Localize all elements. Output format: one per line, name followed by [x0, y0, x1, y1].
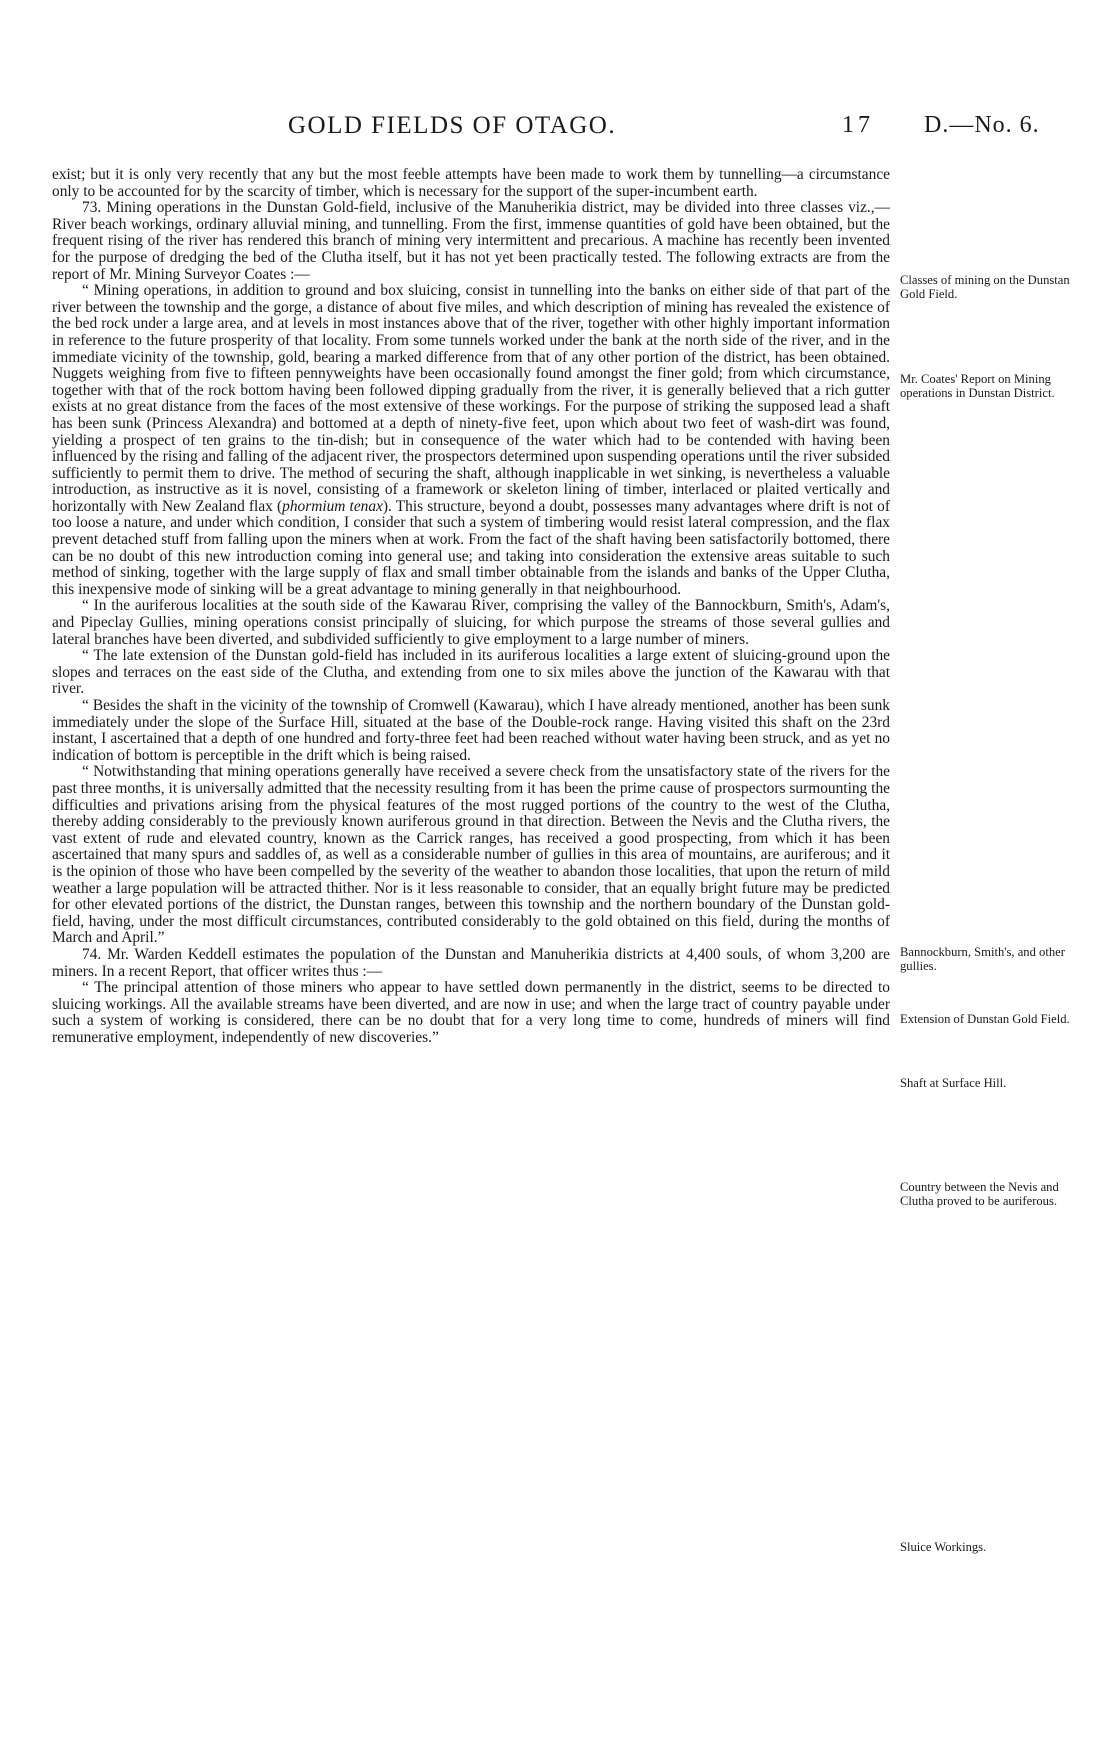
margin-note-country: Country between the Nevis and Clutha proved to be auriferous. — [900, 1180, 1059, 1208]
margin-note-classes: Classes of mining on the Dunstan Gold Field. — [900, 273, 1070, 301]
paragraph-surface-hill: “ Besides the shaft in the vicinity of the township of Cromwell (Kawarau), which I have already mentioned, another has been sunk immediately under the slope of the Surface Hill, situated at the base of the Double-rock range. Having visited this shaft on the 23rd instant, I ascertained that a depth of one hundred and forty-three feet had been reached without water having been struck, and as yet no indication of bottom is perceptible in the drift which is being raised. — [52, 697, 890, 764]
margin-note-surface-hill: Shaft at Surface Hill. — [900, 1076, 1007, 1090]
paragraph-kawarau-south: “ In the auriferous localities at the south side of the Kawarau River, comprising the valley of the Bannockburn, Smith's, Adam's, and Pipeclay Gullies, mining operations consist principally of sluicing, for which purpose the streams of those several gullies and lateral branches have been diverted, and subdivided sufficiently to give employment to a large number of miners. — [52, 597, 890, 648]
paragraph-73: 73. Mining operations in the Dunstan Gold-field, inclusive of the Manuherikia district, may be divided into three classes viz.,—River beach workings, ordinary alluvial mining, and tunnelling. From the first, immense quantities of gold have been obtained, but the frequent rising of the river has rendered this branch of mining very intermittent and precarious. A machine has recently been invented for the purpose of dredging the bed of the Clutha itself, but it has not yet been practically tested. The following extracts are from the report of Mr. Mining Surveyor Coates :— — [52, 199, 890, 283]
paragraph-sluice-workings: “ The principal attention of those miners who appear to have settled down permanently in the district, seems to be directed to sluicing workings. All the available streams have been diverted, and are now in use; and when the large tract of country payable under such a system of working is considered, there can be no doubt that for a very long time to come, hundreds of miners will find remunerative employment, independently of new discoveries.” — [52, 979, 890, 1046]
margin-note-extension: Extension of Dunstan Gold Field. — [900, 1012, 1070, 1026]
running-title: GOLD FIELDS OF OTAGO. — [288, 112, 617, 139]
paragraph-nevis-clutha: “ Notwithstanding that mining operations generally have received a severe check from the unsatisfactory state of the rivers for the past three months, it is universally admitted that the necessity resulting from it has been the prime cause of prospectors surmounting the difficulties and privations arising from the physical features of the most rugged portions of the country to the west of the Clutha, thereby adding considerably to the previously known auriferous ground in that direction. Between the Nevis and the Clutha rivers, the vast extent of rude and elevated country, known as the Carrick ranges, has received a good prospecting, from which it has been ascertained that many spurs and saddles of, as well as a considerable number of gullies in this area of mountains, are auriferous; and it is the opinion of those who have been compelled by the severity of the weather to abandon those localities, that upon the return of mild weather a large population will be attracted thither. Nor is it less reasonable to consider, that an equally bright future may be predicted for other elevated portions of the district, the Dunstan ranges, between this township and the northern boundary of the Dunstan gold-field, having, under the most difficult circumstances, contributed considerably to the gold obtained on this field, during the months of March and April.” — [52, 763, 890, 947]
coates-report-text-after: ). This structure, beyond a doubt, possesses many advantages where drift is not of too loose a nature, and under which condition, I consider that such a system of timbering would resist lateral compression, and the flax prevent detached stuff from falling upon the miners when at work. From the fact of the shaft having been satisfactorily bottomed, there can be no doubt of this new introduction coming into general use; and taking into consideration the extensive areas suitable to such method of sinking, together with the large supply of flax and small timber obtainable from the islands and banks of the Upper Clutha, this inexpensive mode of sinking will be a great advantage to mining generally in that neighbourhood. — [52, 497, 891, 598]
document-reference: D.—No. 6. — [924, 112, 1040, 138]
page-number: 17 — [842, 112, 874, 138]
margin-note-sluice: Sluice Workings. — [900, 1540, 987, 1554]
paragraph-74: 74. Mr. Warden Keddell estimates the population of the Dunstan and Manuherikia districts at 4,400 souls, of whom 3,200 are miners. In a recent Report, that officer writes thus :— — [52, 945, 890, 980]
coates-report-text-before: “ Mining operations, in addition to ground and box sluicing, consist in tunnelling into the banks on either side of that part of the river between the township and the gorge, a distance of about five miles, and which description of mining has revealed the existence of the bed rock under a large area, and at levels in most instances above that of the river, together with other highly important information in reference to the future prosperity of that locality. From some tunnels worked under the bank at the north side of the river, and in the immediate vicinity of the township, gold, bearing a marked difference from that of any other portion of the district, has been obtained. Nuggets weighing from five to fifteen pennyweights have been occasionally found amongst the finer gold; from which circumstance, together with that of the rock bottom having been followed dipping gradually from the river, it is generally believed that a rich gutter exists at no great distance from the faces of the most extensive of these workings. For the purpose of striking the supposed lead a shaft has been sunk (Princess Alexandra) and bottomed at a depth of ninety-five feet, upon which about two feet of wash-dirt was found, yielding a prospect of ten grains to the tin-dish; but in consequence of the water which had to be contended with having been influenced by the rising and falling of the adjacent river, the prospectors determined upon suspending operations until the river subsided sufficiently to permit them to drive. The method of securing the shaft, although inapplicable in wet sinking, is nevertheless a valuable introduction, as instructive as it is novel, consisting of a framework or skeleton lining of timber, interlaced or plaited vertically and horizontally with New Zealand flax ( — [52, 282, 890, 515]
paragraph-continuation: exist; but it is only very recently that any but the most feeble attempts have been made to work them by tunnelling—a circumstance only to be accounted for by the scarcity of timber, which is necessary for the support of the super-incumbent earth. — [52, 166, 890, 200]
margin-note-bannockburn: Bannockburn, Smith's, and other gullies. — [900, 945, 1065, 973]
paragraph-extension: “ The late extension of the Dunstan gold-field has included in its auriferous localities a large extent of sluicing-ground upon the slopes and terraces on the east side of the Clutha, and extending from one to six miles above the junction of the Kawarau with that river. — [52, 647, 890, 698]
italic-term: phormium tenax — [282, 497, 383, 515]
margin-note-coates: Mr. Coates' Report on Mining operations in Dunstan District. — [900, 372, 1055, 400]
page-header — [0, 112, 1114, 142]
paragraph-coates-report — [52, 283, 890, 598]
body-text — [52, 167, 890, 1046]
